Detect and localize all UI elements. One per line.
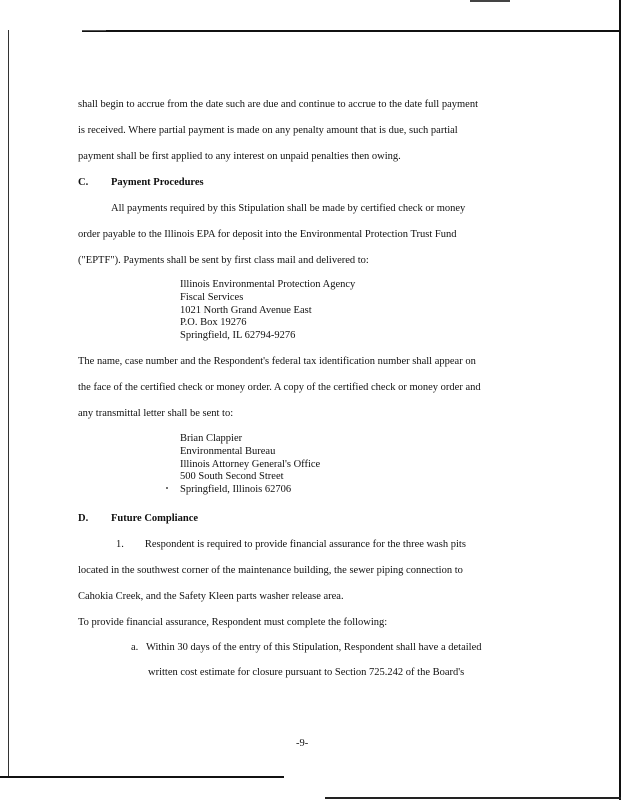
scan-speck <box>166 487 168 489</box>
section-heading-c <box>78 176 204 189</box>
paragraph-line: shall begin to accrue from the date such are due and continue to accrue to the date full payment <box>78 99 479 110</box>
paragraph-line: the face of the certified check or money order. A copy of the certified check or money order and <box>78 382 481 393</box>
mailing-address-ag <box>180 433 320 497</box>
paragraph-line: ("EPTF"). Payments shall be sent by first class mail and delivered to: <box>78 255 369 266</box>
address-line: Springfield, IL 62794-9276 <box>180 330 296 342</box>
paragraph-line: The name, case number and the Respondent's federal tax identification number shall appear on <box>78 356 476 367</box>
address-line: Environmental Bureau <box>180 445 276 457</box>
section-heading-d <box>78 512 198 525</box>
section-title: Payment Procedures <box>111 177 204 188</box>
address-line: Illinois Attorney General's Office <box>180 458 321 470</box>
section-letter: C. <box>78 177 89 188</box>
page-number: -9- <box>296 738 309 749</box>
address-line: 500 South Second Street <box>180 471 284 483</box>
paragraph-line: Cahokia Creek, and the Safety Kleen parts washer release area. <box>78 591 344 602</box>
paragraph-line: payment shall be first applied to any interest on unpaid penalties then owing. <box>78 151 401 162</box>
paragraph-line: located in the southwest corner of the maintenance building, the sewer piping connection to <box>78 565 463 576</box>
address-line: Fiscal Services <box>180 291 244 303</box>
paragraph-line: is received. Where partial payment is made on any penalty amount that is due, such partial <box>78 125 458 136</box>
address-line: P.O. Box 19276 <box>180 317 247 329</box>
address-line: Illinois Environmental Protection Agency <box>180 279 356 290</box>
list-item-a-line: a. Within 30 days of the entry of this Stipulation, Respondent shall have a detailed <box>131 642 482 653</box>
paragraph-line: order payable to the Illinois EPA for deposit into the Environmental Protection Trust Fund <box>78 229 457 240</box>
address-line: 1021 North Grand Avenue East <box>180 304 312 316</box>
section-title: Future Compliance <box>111 513 199 524</box>
address-line: Brian Clappier <box>180 433 243 444</box>
paragraph-line: 1. Respondent is required to provide financial assurance for the three wash pits <box>116 539 466 550</box>
mailing-address-epa <box>180 279 355 343</box>
list-item-a-line: written cost estimate for closure pursuant to Section 725.242 of the Board's <box>148 667 465 678</box>
section-letter: D. <box>78 513 89 524</box>
paragraph-line: To provide financial assurance, Respondent must complete the following: <box>78 617 388 628</box>
paragraph-line: any transmittal letter shall be sent to: <box>78 408 234 419</box>
address-line: Springfield, Illinois 62706 <box>180 484 292 496</box>
paragraph-line: All payments required by this Stipulation shall be made by certified check or money <box>111 203 466 214</box>
